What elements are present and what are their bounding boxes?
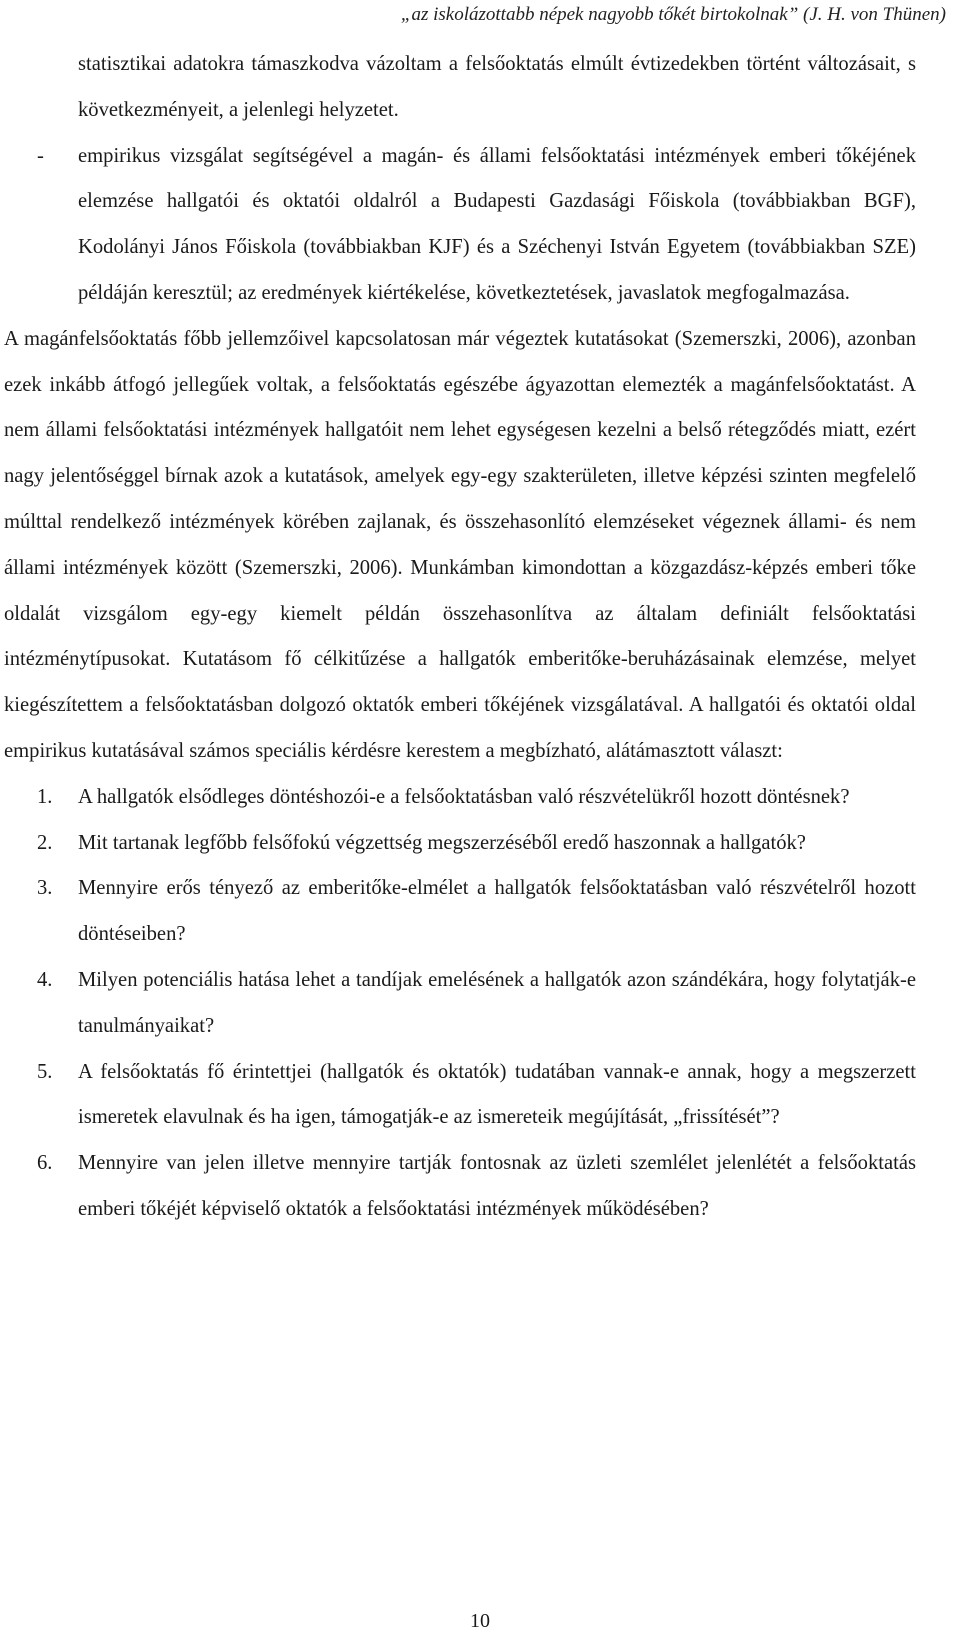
list-item-text: Mennyire van jelen illetve mennyire tartják fontosnak az üzleti szemlélet jelenlétét a felsőoktatás emberi tőkéjét képviselő oktatók a felsőoktatási intézmények működésében? (78, 1152, 916, 1220)
list-item (4, 775, 916, 821)
page-number: 10 (470, 1610, 490, 1632)
list-item-number: 1. (37, 785, 53, 808)
list-item-text: A hallgatók elsődleges döntéshozói-e a felsőoktatásban való részvételükről hozott döntésnek? (78, 785, 850, 808)
list-item (4, 1050, 916, 1142)
main-paragraph: A magánfelsőoktatás főbb jellemzőivel kapcsolatosan már végeztek kutatásokat (Szemerszki, 2006), azonban ezek inkább átfogó jellegűek voltak, a felsőoktatás egészébe ágyazottan elemezték a magánfelsőoktatást. A nem állami felsőoktatási intézmények hallgatóit nem lehet egységesen kezelni a belső rétegződés miatt, ezért nagy jelentőséggel bírnak azok a kutatások, amelyek egy-egy szakterületen, illetve képzési szinten megfelelő múlttal rendelkező intézmények körében zajlanak, és összehasonlító elemzéseket végeznek állami- és nem állami intézmények között (Szemerszki, 2006). Munkámban kimondottan a közgazdász-képzés emberi tőke oldalát vizsgálom egy-egy kiemelt példán összehasonlítva az általam definiált felsőoktatási intézménytípusokat. Kutatásom fő célkitűzése a hallgatók emberitőke-beruházásainak elemzése, melyet kiegészítettem a felsőoktatásban dolgozó oktatók emberi tőkéjének vizsgálatával. A hallgatói és oktatói oldal empirikus kutatásával számos speciális kérdésre kerestem a megbízható, alátámasztott választ: (4, 327, 916, 762)
list-item-number: 6. (37, 1152, 53, 1175)
list-item-number: 2. (37, 831, 53, 854)
list-item-text: Mit tartanak legfőbb felsőfokú végzettség megszerzéséből eredő haszonnak a hallgatók? (78, 831, 806, 854)
list-item-number: 3. (37, 877, 53, 900)
bullet-item (4, 134, 916, 317)
list-item-text: Milyen potenciális hatása lehet a tandíjak emelésének a hallgatók azon szándékára, hogy folytatják-e tanulmányaikat? (78, 968, 916, 1037)
list-item-number: 5. (37, 1060, 53, 1083)
list-item-number: 4. (37, 968, 53, 991)
list-item (4, 1141, 916, 1233)
research-questions-list (4, 775, 916, 1233)
list-item-text: Mennyire erős tényező az emberitőke-elmélet a hallgatók felsőoktatásban való részvételről hozott döntéseiben? (78, 877, 916, 946)
document-body (4, 42, 916, 1233)
list-item (4, 866, 916, 958)
list-item (4, 821, 916, 867)
bullet-text: empirikus vizsgálat segítségével a magán- és állami felsőoktatási intézmények emberi tőkéjének elemzése hallgatói és oktatói oldalról a Budapesti Gazdasági Főiskola (továbbiakban BGF), Kodolányi János Főiskola (továbbiakban KJF) és a Széchenyi István Egyetem (továbbiakban SZE) példáján keresztül; az eredmények kiértékelése, következtetések, javaslatok megfogalmazása. (78, 144, 916, 304)
bullet-marker: - (37, 144, 44, 167)
list-item-text: A felsőoktatás fő érintettjei (hallgatók és oktatók) tudatában vannak-e annak, hogy a megszerzett ismeretek elavulnak és ha igen, támogatják-e az ismereteik megújítását, „frissítését”? (78, 1060, 916, 1129)
list-item (4, 958, 916, 1050)
intro-continuation: statisztikai adatokra támaszkodva vázoltam a felsőoktatás elmúlt évtizedekben történt változásait, s következményeit, a jelenlegi helyzetet. (78, 53, 916, 121)
running-header: „az iskolázottabb népek nagyobb tőkét birtokolnak” (J. H. von Thünen) (400, 4, 946, 25)
